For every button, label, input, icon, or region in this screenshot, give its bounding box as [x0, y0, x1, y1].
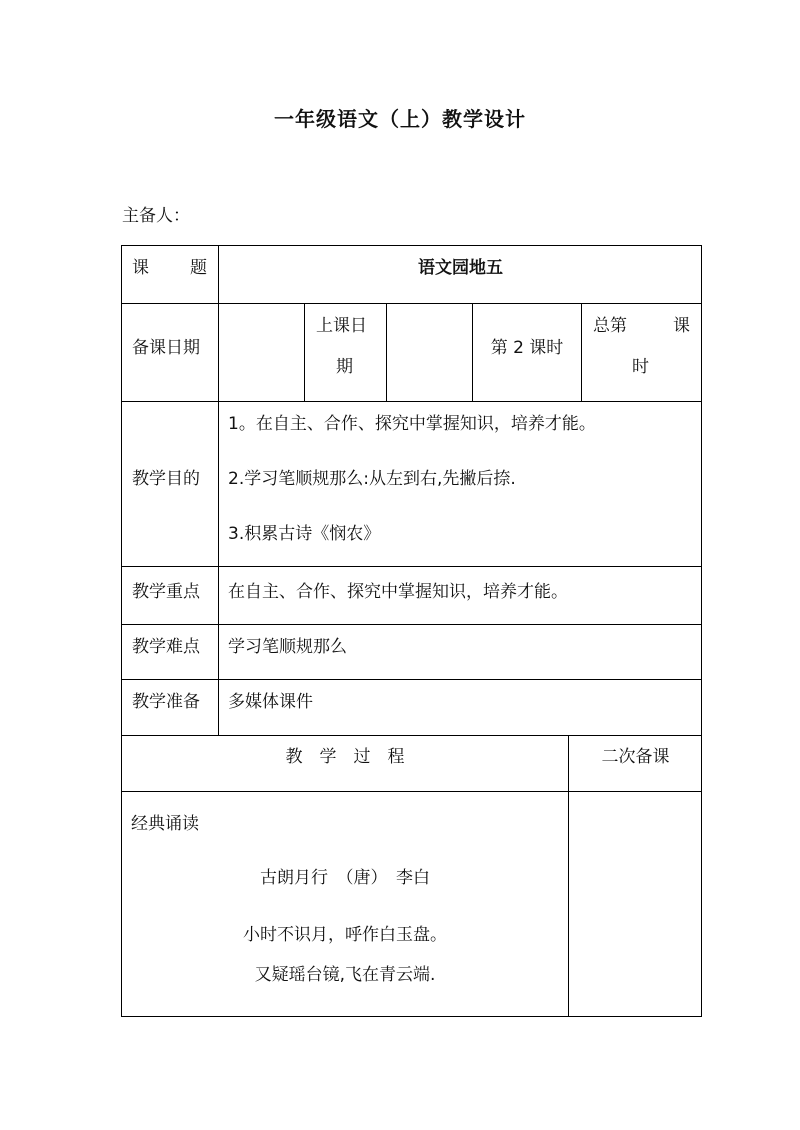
prep-date-label: 备课日期 [132, 338, 200, 358]
objective-item: 2.学习笔顺规那么:从左到右,先撇后捺. [228, 469, 516, 489]
difficulty-label: 教学难点 [132, 637, 200, 657]
poem-line: 小时不识月，呼作白玉盘。 [243, 925, 447, 945]
process-header: 教 学 过 程 [285, 747, 405, 767]
column-divider [581, 303, 582, 401]
total-label-left: 总第 [593, 316, 627, 336]
objectives-label: 教学目的 [132, 469, 200, 489]
row-divider [122, 401, 702, 402]
class-date-label-line1: 上课日 [316, 316, 367, 336]
column-divider [218, 246, 219, 735]
key-points-value: 在自主、合作、探究中掌握知识，培养才能。 [228, 582, 568, 602]
poem-line: 又疑瑶台镜,飞在青云端. [254, 965, 436, 985]
row-divider [122, 566, 702, 567]
column-divider [568, 735, 569, 1017]
row-divider [122, 735, 702, 736]
preparation-value: 多媒体课件 [228, 692, 313, 712]
difficulty-value: 学习笔顺规那么 [228, 637, 347, 657]
row-divider [122, 624, 702, 625]
total-label-bottom: 时 [632, 357, 649, 377]
second-prep-header: 二次备课 [601, 747, 670, 767]
topic-value: 语文园地五 [418, 258, 503, 278]
key-points-label: 教学重点 [132, 582, 200, 602]
objective-item: 3.积累古诗《悯农》 [228, 524, 381, 544]
total-label-right: 课 [673, 316, 690, 336]
topic-label-right: 题 [190, 258, 207, 278]
section-title: 经典诵读 [131, 814, 199, 834]
row-divider [122, 303, 702, 304]
objective-item: 1。在自主、合作、探究中掌握知识，培养才能。 [228, 414, 596, 434]
column-divider [304, 303, 305, 401]
poem-heading: 古朗月行 （唐） 李白 [260, 868, 430, 888]
preparation-label: 教学准备 [132, 692, 200, 712]
topic-label-left: 课 [132, 258, 149, 278]
lesson-period: 第 2 课时 [490, 338, 564, 358]
class-date-label-line2: 期 [336, 357, 353, 377]
document-title: 一年级语文（上）教学设计 [274, 107, 526, 131]
row-divider [122, 791, 702, 792]
lesson-plan-table [121, 245, 702, 1017]
column-divider [386, 303, 387, 401]
preparer-label: 主备人： [122, 206, 190, 226]
row-divider [122, 679, 702, 680]
